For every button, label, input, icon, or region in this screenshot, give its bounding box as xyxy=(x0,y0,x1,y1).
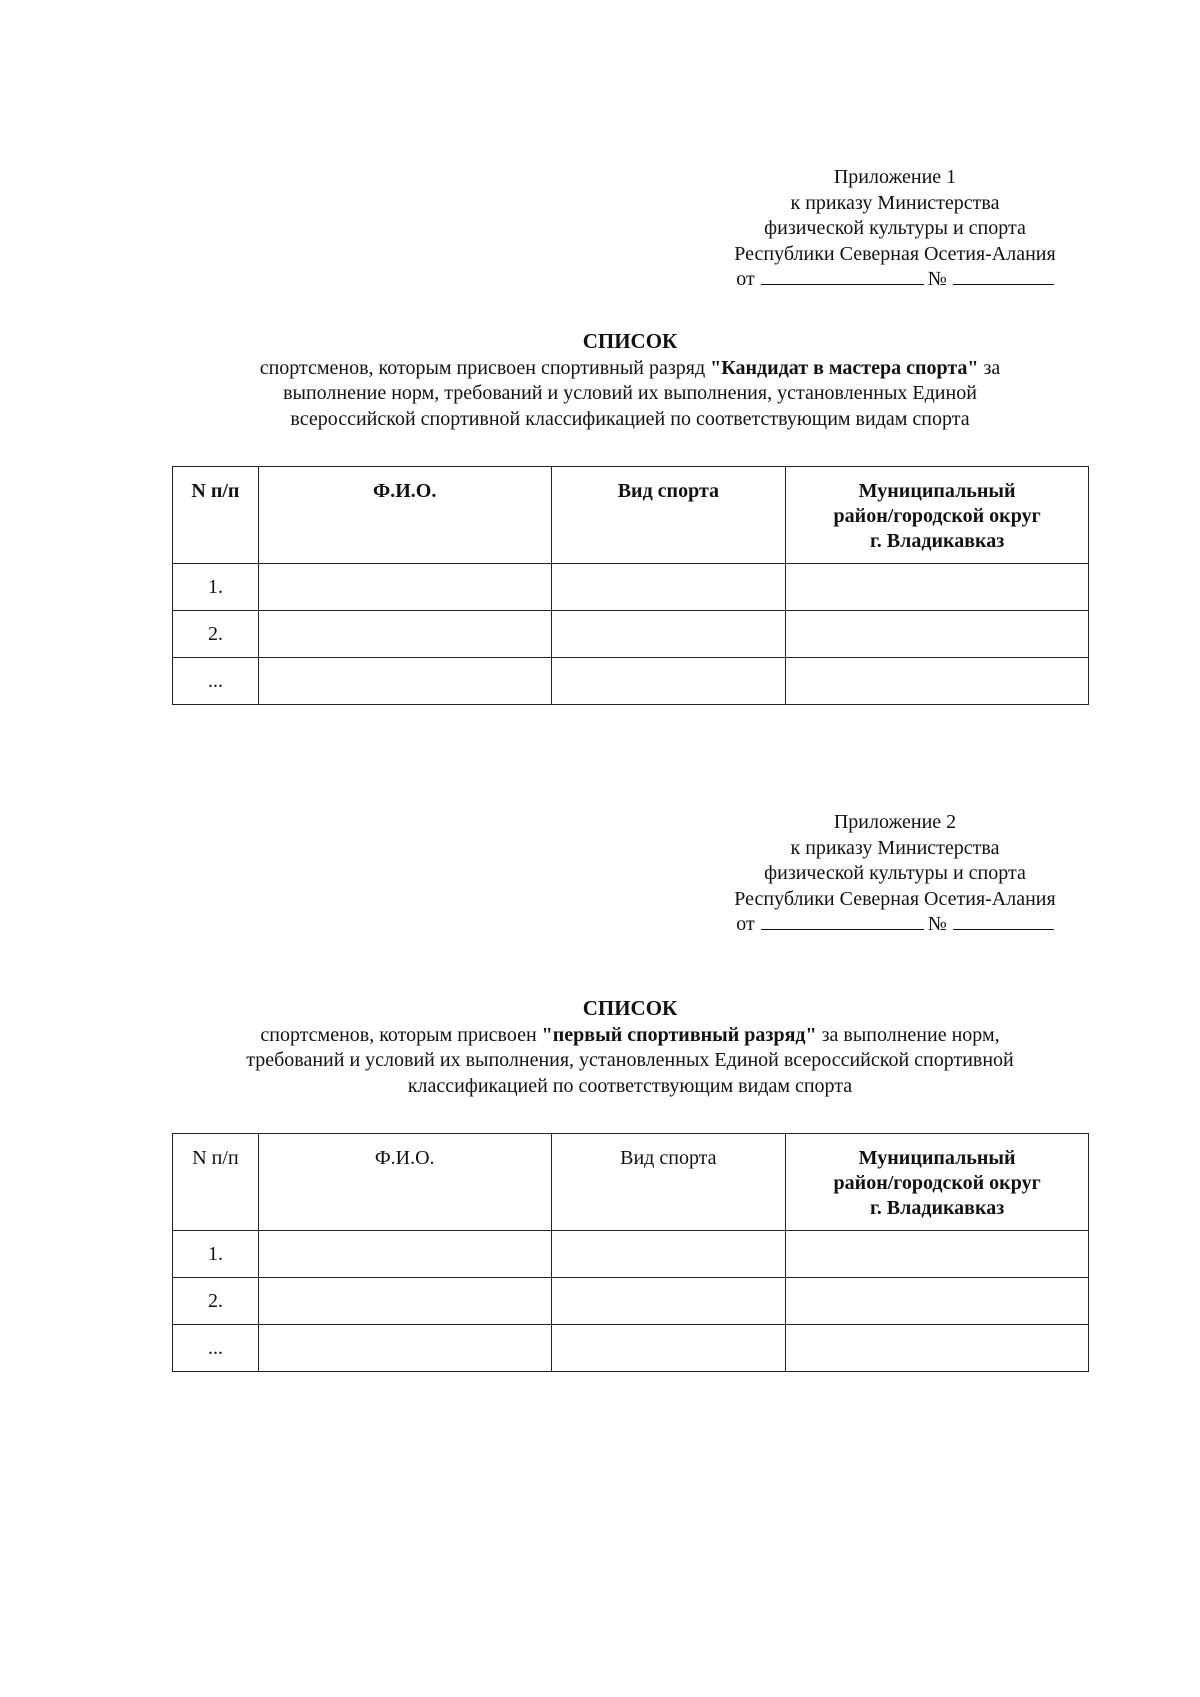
appendix-2-date-number-line xyxy=(700,912,1090,938)
appendix-2-order-ref: к приказу Министерства xyxy=(790,836,1000,859)
appendix-1-date-number-line xyxy=(700,267,1090,293)
table-row xyxy=(173,564,1089,611)
header-sport: Вид спорта xyxy=(551,1134,786,1231)
cell-sport xyxy=(551,658,786,705)
appendix-1-order-ref: к приказу Министерства xyxy=(790,191,1000,214)
list-1-intro-line-3: всероссийской спортивной классификацией по соответствующим видам спорта xyxy=(290,407,970,430)
cell-full-name xyxy=(258,658,551,705)
cell-sport xyxy=(551,1325,786,1372)
header-municipality xyxy=(786,1134,1089,1231)
number-blank xyxy=(953,912,1054,930)
number-label: № xyxy=(927,268,947,290)
header-municipality-line-3: г. Владикавказ xyxy=(869,530,1005,552)
header-sport: Вид спорта xyxy=(551,467,786,564)
cell-sport xyxy=(551,1231,786,1278)
list-2-intro-line-2: требований и условий их выполнения, установленных Единой всероссийской спортивной xyxy=(246,1049,1014,1071)
list-2-heading xyxy=(150,996,1110,1099)
header-municipality-line-1: Муниципальный xyxy=(858,1147,1016,1169)
list-1-intro-text: спортсменов, которым присвоен спортивный разряд xyxy=(259,356,711,379)
list-2-rank-name: "первый спортивный разряд" xyxy=(541,1023,817,1046)
number-blank xyxy=(953,267,1054,285)
list-2-intro-text: спортсменов, которым присвоен xyxy=(260,1023,542,1046)
header-municipality-line-1: Муниципальный xyxy=(858,480,1016,502)
date-blank xyxy=(761,912,924,930)
appendix-2-block xyxy=(700,810,1090,938)
appendix-2-title: Приложение 2 xyxy=(833,811,957,833)
header-municipality xyxy=(786,467,1089,564)
list-1-intro-tail: за xyxy=(978,356,1001,379)
appendix-1-republic: Республики Северная Осетия-Алания xyxy=(734,242,1056,265)
cell-municipality xyxy=(786,1278,1089,1325)
table-header-row xyxy=(173,1134,1089,1231)
header-number: N п/п xyxy=(173,1134,259,1231)
appendix-2-ministry: физической культуры и спорта xyxy=(764,862,1026,884)
table-1 xyxy=(172,466,1089,705)
cell-sport xyxy=(551,611,786,658)
list-1-title: СПИСОК xyxy=(582,329,678,353)
date-label: от xyxy=(736,913,755,935)
date-blank xyxy=(761,267,924,285)
list-2-intro-line-3: классификацией по соответствующим видам спорта xyxy=(407,1074,853,1097)
table-row xyxy=(173,1325,1089,1372)
table-row xyxy=(173,611,1089,658)
cell-full-name xyxy=(258,564,551,611)
table-row xyxy=(173,1231,1089,1278)
cell-sport xyxy=(551,564,786,611)
cell-municipality xyxy=(786,611,1089,658)
table-row xyxy=(173,1278,1089,1325)
header-municipality-line-2: район/городской округ xyxy=(833,505,1041,527)
row-number: 2. xyxy=(173,1278,259,1325)
number-label: № xyxy=(927,913,947,935)
list-2-intro-line-1 xyxy=(150,1023,1110,1049)
cell-municipality xyxy=(786,658,1089,705)
appendix-2-republic: Республики Северная Осетия-Алания xyxy=(734,887,1056,910)
row-number: 1. xyxy=(173,1231,259,1278)
cell-full-name xyxy=(258,1325,551,1372)
list-1-rank-name: "Кандидат в мастера спорта" xyxy=(710,356,979,379)
header-municipality-line-3: г. Владикавказ xyxy=(869,1197,1005,1219)
table-2 xyxy=(172,1133,1089,1372)
list-1-intro-line-1 xyxy=(150,356,1110,382)
date-label: от xyxy=(736,268,755,290)
cell-sport xyxy=(551,1278,786,1325)
header-municipality-line-2: район/городской округ xyxy=(833,1172,1041,1194)
header-full-name: Ф.И.О. xyxy=(258,467,551,564)
list-2-title: СПИСОК xyxy=(582,996,678,1020)
cell-municipality xyxy=(786,1231,1089,1278)
cell-municipality xyxy=(786,564,1089,611)
header-full-name: Ф.И.О. xyxy=(258,1134,551,1231)
table-header-row xyxy=(173,467,1089,564)
row-number: 1. xyxy=(173,564,259,611)
appendix-1-ministry: физической культуры и спорта xyxy=(764,217,1026,239)
header-number: N п/п xyxy=(173,467,259,564)
appendix-1-title: Приложение 1 xyxy=(833,166,957,188)
cell-full-name xyxy=(258,1231,551,1278)
cell-full-name xyxy=(258,611,551,658)
row-number: 2. xyxy=(173,611,259,658)
row-number: ... xyxy=(173,658,259,705)
cell-municipality xyxy=(786,1325,1089,1372)
list-2-intro-tail: за выполнение норм, xyxy=(816,1023,1000,1046)
row-number: ... xyxy=(173,1325,259,1372)
appendix-1-block xyxy=(700,165,1090,293)
table-row xyxy=(173,658,1089,705)
cell-full-name xyxy=(258,1278,551,1325)
list-1-intro-line-2: выполнение норм, требований и условий их выполнения, установленных Единой xyxy=(283,382,977,404)
list-1-heading xyxy=(150,329,1110,432)
